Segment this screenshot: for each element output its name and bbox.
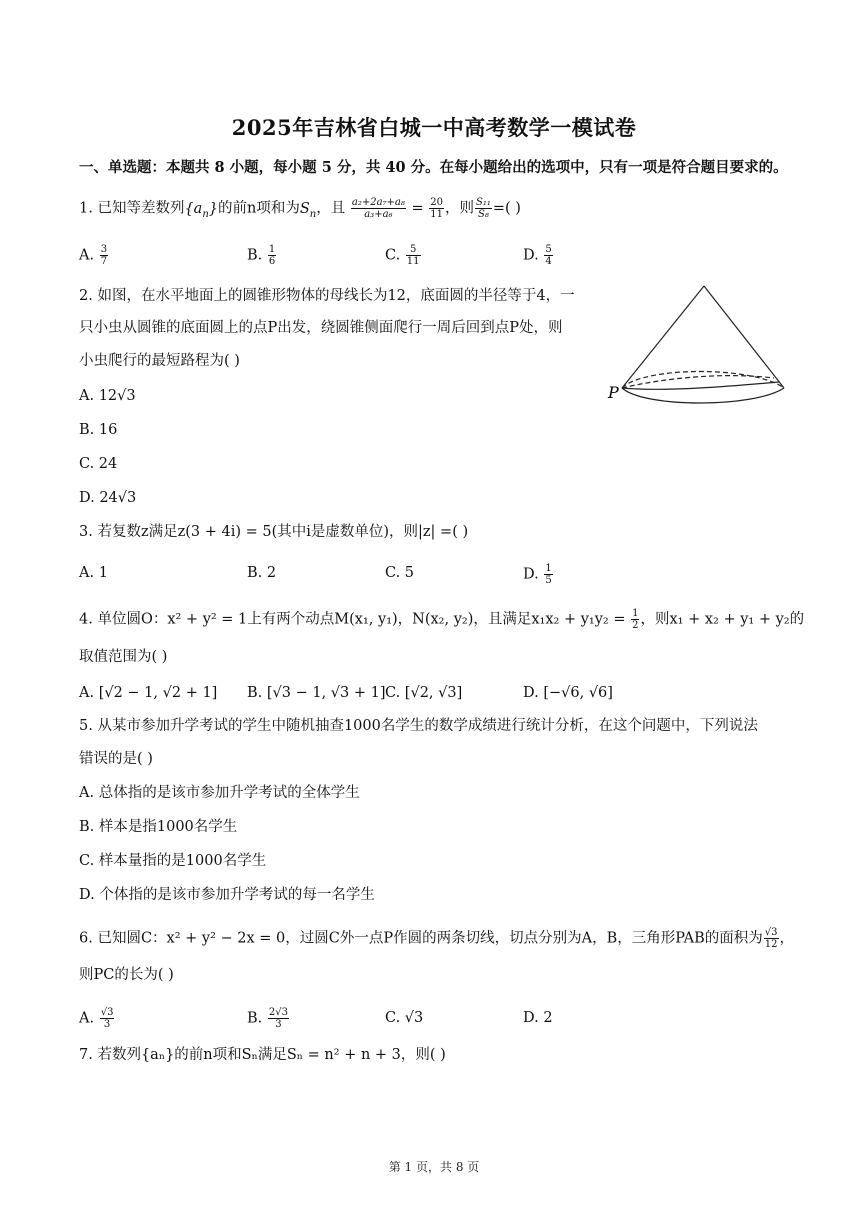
q4-option-a: A. [√2 − 1, √2 + 1] xyxy=(79,685,218,701)
q4-line-2: 取值范围为( ) xyxy=(79,649,168,665)
q3-option-a: A. 1 xyxy=(79,565,108,581)
q1-mid: 的前n项和为 xyxy=(218,200,300,217)
q1-option-d: D. $\frac{5}{4}$ xyxy=(523,244,552,267)
q6-option-d: D. 2 xyxy=(523,1010,553,1026)
cone-right-generatrix xyxy=(704,286,784,388)
q5-option-c: C. 样本量指的是1000名学生 xyxy=(79,853,267,869)
q2-line-3: 小虫爬行的最短路程为( ) xyxy=(79,353,240,369)
cone-base-back xyxy=(622,372,784,389)
q3-option-b: B. 2 xyxy=(247,565,277,581)
q5-option-a: A. 总体指的是该市参加升学考试的全体学生 xyxy=(79,785,360,801)
page-footer: 第 1 页，共 8 页 xyxy=(388,1160,480,1174)
q5-option-b: B. 样本是指1000名学生 xyxy=(79,819,238,835)
q2-line-1: 2. 如图，在水平地面上的圆锥形物体的母线长为12，底面圆的半径等于4，一 xyxy=(79,288,575,304)
point-p-label: P xyxy=(608,383,619,402)
q2-option-d: D. 24√3 xyxy=(79,490,137,506)
q5-line-2: 错误的是( ) xyxy=(79,751,153,767)
q6-option-b: B. $\frac{2√3}{3}$ xyxy=(247,1007,288,1030)
q6-option-c: C. √3 xyxy=(385,1010,424,1026)
section-heading: 一、单选题：本题共 8 小题，每小题 5 分，共 40 分。在每小题给出的选项中，只有一项是符合题目要求的。 xyxy=(79,159,788,176)
q4-option-c: C. [√2, √3] xyxy=(385,685,463,701)
q1-fraction: $\frac{\text{a₂+2a₇+a₈}}{\text{a₃+a₆}}$ xyxy=(351,197,405,220)
question-1: 1. 已知等差数列$\{a_n\}$的前n项和为$S_n$，且 $\frac{\text{a₂+2a₇+a₈}}{\text{a₃+a₆}}$ = $\frac{20}{11}$ ，则 $\frac{\text{S₁₁}}{\text{S₈}}$ =( ) xyxy=(79,197,521,220)
q5-option-d: D. 个体指的是该市参加升学考试的每一名学生 xyxy=(79,887,375,903)
q3-option-c: C. 5 xyxy=(385,565,415,581)
cone-left-generatrix xyxy=(622,286,704,388)
q1-cond: ，且 xyxy=(316,200,346,217)
q6-option-a: A. $\frac{√3}{3}$ xyxy=(79,1007,114,1030)
q2-option-b: B. 16 xyxy=(79,422,118,438)
q1-prefix: 1. 已知等差数列 xyxy=(79,200,185,217)
q5-line-1: 5. 从某市参加升学考试的学生中随机抽查1000名学生的数学成绩进行统计分析，在这个问题中，下列说法 xyxy=(79,718,758,734)
q6-line-2: 则PC的长为( ) xyxy=(79,967,174,983)
q2-line-2: 只小虫从圆锥的底面圆上的点P出发，绕圆锥侧面爬行一周后回到点P处，则 xyxy=(79,320,563,336)
q1-value: $\frac{20}{11}$ xyxy=(430,197,444,220)
q1-option-b: B. $\frac{1}{6}$ xyxy=(247,244,276,267)
q1-ratio: $\frac{\text{S₁₁}}{\text{S₈}}$ xyxy=(476,197,491,220)
q4-line-1: 4. 单位圆O：x² + y² = 1上有两个动点M(x₁, y₁)，N(x₂, y₂)，且满足x₁x₂ + y₁y₂ = $\frac{1}{2}$ ，则x₁ + x₂ + y₁ + y₂的 xyxy=(79,608,805,631)
q4-option-d: D. [−√6, √6] xyxy=(523,685,613,701)
q1-option-a: A. $\frac{3}{7}$ xyxy=(79,244,108,267)
cone-figure xyxy=(604,282,794,410)
page-title: 2025年吉林省白城一中高考数学一模试卷 xyxy=(231,115,637,140)
q3-option-d: D. $\frac{1}{5}$ xyxy=(523,563,552,586)
q6-line-1: 6. 已知圆C：x² + y² − 2x = 0，过圆C外一点P作圆的两条切线，切点分别为A，B，三角形PAB的面积为 $\frac{√3}{12}$ ， xyxy=(79,927,795,950)
question-3: 3. 若复数z满足z(3 + 4i) = 5(其中i是虚数单位)，则|z| =( ) xyxy=(79,524,469,540)
q2-option-c: C. 24 xyxy=(79,456,118,472)
q2-option-a: A. 12√3 xyxy=(79,388,136,404)
q4-option-b: B. [√3 − 1, √3 + 1] xyxy=(247,685,386,701)
question-7: 7. 若数列{aₙ}的前n项和Sₙ满足Sₙ = n² + n + 3，则( ) xyxy=(79,1047,446,1063)
q1-option-c: C. $\frac{5}{11}$ xyxy=(385,244,420,267)
cone-base-front xyxy=(622,388,784,403)
